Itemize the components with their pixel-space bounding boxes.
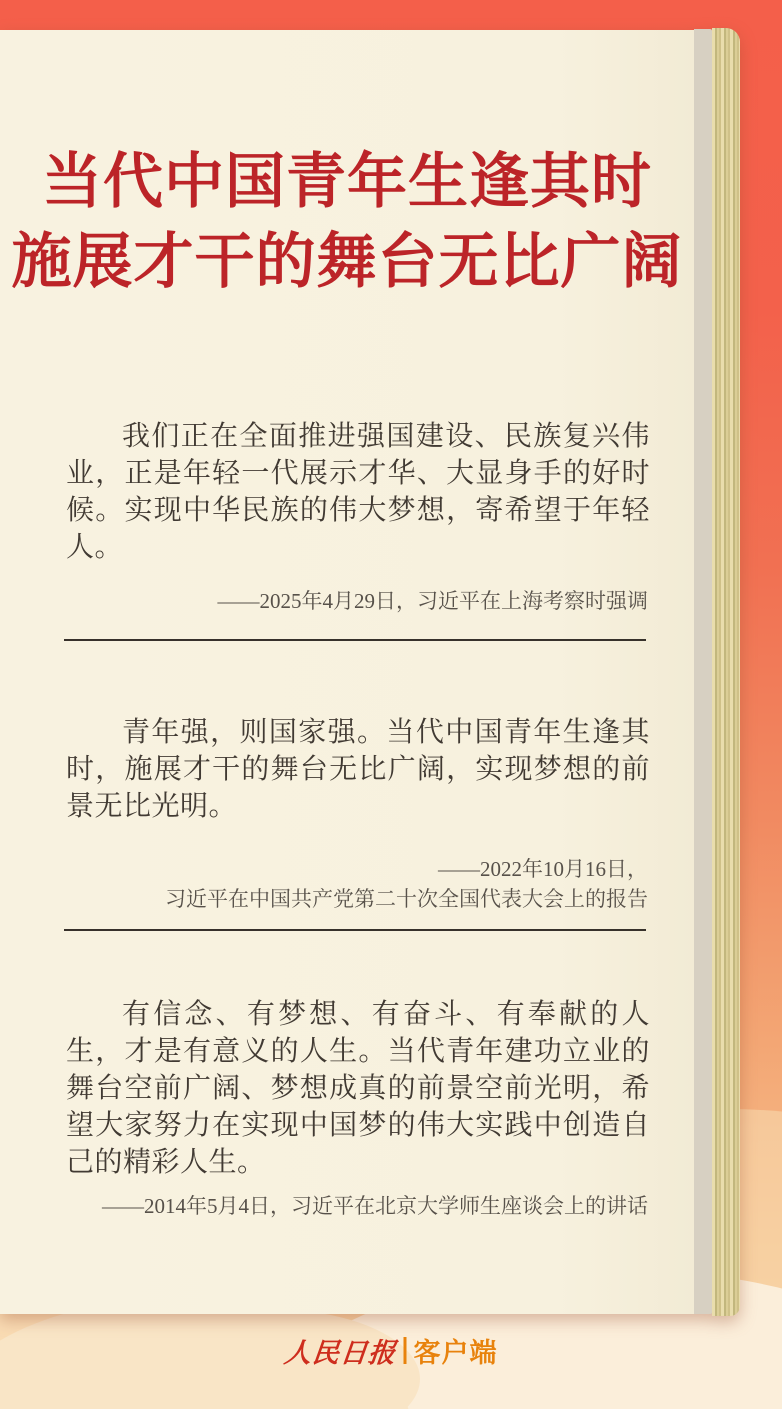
section-divider-2 — [64, 929, 646, 931]
book — [0, 28, 740, 1316]
section-divider-1 — [64, 639, 646, 641]
brand-product-label: 客户端 — [413, 1338, 498, 1368]
book-page — [0, 30, 694, 1314]
book-page-stack-edge — [712, 28, 740, 1316]
quote-attribution-3-line1: ——2014年5月4日，习近平在北京大学师生座谈会上的讲话 — [102, 1194, 648, 1218]
brand-wordmark: 人民日报 — [282, 1338, 398, 1369]
book-page-edge-inner — [694, 29, 712, 1314]
quote-text-3: 有信念、有梦想、有奋斗、有奉献的人生，才是有意义的人生。当代青年建功立业的舞台空前广阔、梦想成真的前景空前光明，希望大家努力在实现中国梦的伟大实践中创造自己的精彩人生。 — [66, 999, 650, 1178]
page-title-line2: 施展才干的舞台无比广阔 — [11, 229, 683, 295]
page-title — [0, 142, 694, 302]
quote-attribution-1 — [66, 586, 648, 616]
quote-attribution-1-line1: ——2025年4月29日，习近平在上海考察时强调 — [217, 589, 648, 613]
brand-divider-bar — [404, 1337, 407, 1364]
page-content — [0, 30, 694, 1314]
peoples-daily-client-logo — [282, 1331, 498, 1370]
quote-attribution-3 — [66, 1191, 648, 1221]
quote-text-1: 我们正在全面推进强国建设、民族复兴伟业，正是年轻一代展示才华、大显身手的好时候。实现中华民族的伟大梦想，寄希望于年轻人。 — [66, 421, 650, 563]
quote-attribution-2-line2: 习近平在中国共产党第二十次全国代表大会上的报告 — [165, 887, 648, 911]
quote-attribution-2 — [66, 854, 648, 914]
page-title-line1: 当代中国青年生逢其时 — [42, 149, 652, 215]
quote-attribution-2-line1: ——2022年10月16日， — [438, 857, 648, 881]
quote-text-2: 青年强，则国家强。当代中国青年生逢其时，施展才干的舞台无比广阔，实现梦想的前景无比光明。 — [66, 717, 650, 822]
